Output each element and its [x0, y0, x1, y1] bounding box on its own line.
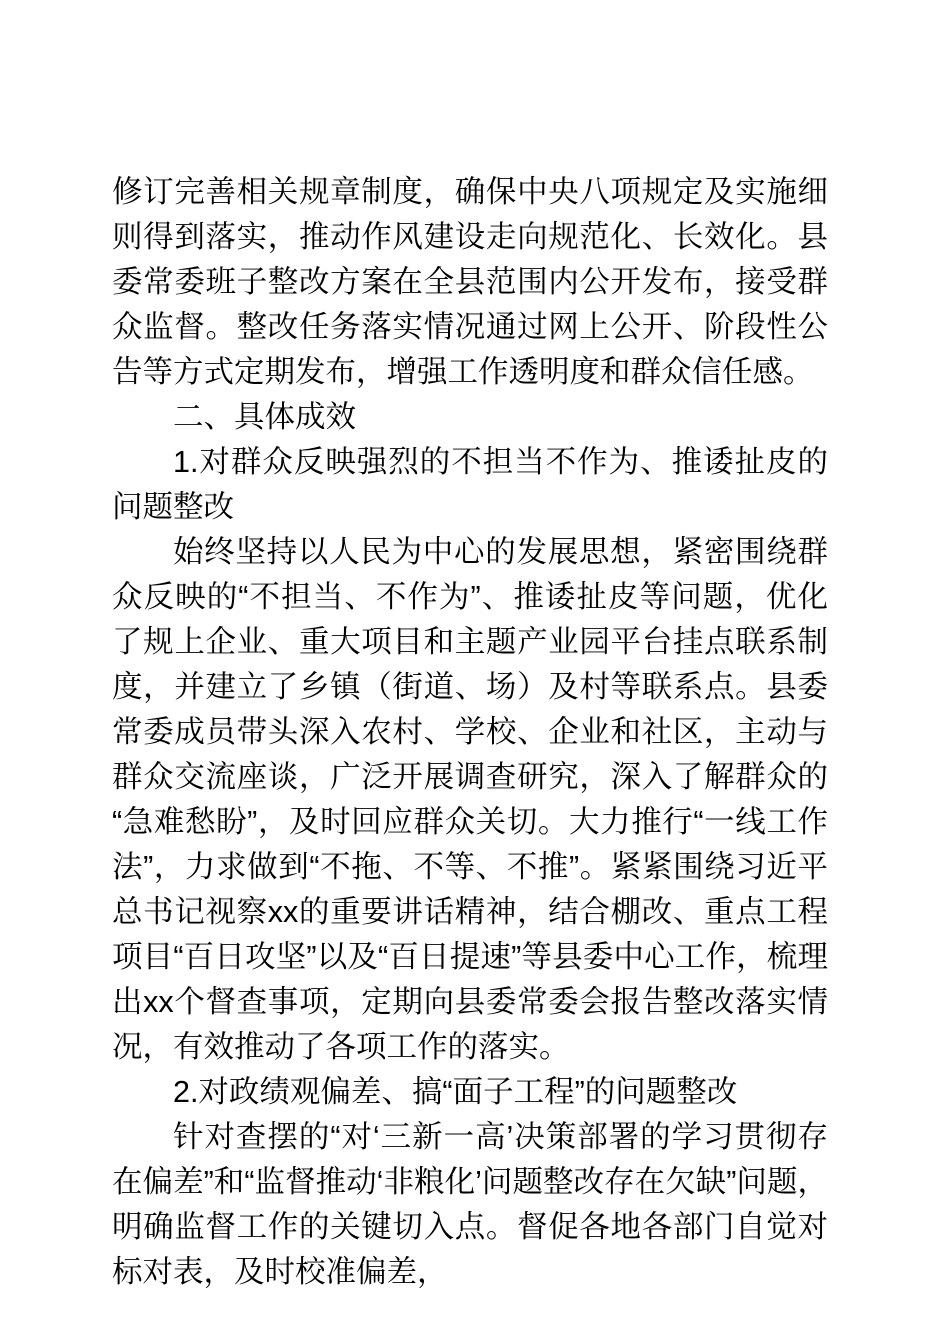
numbered-item-1-heading: 1.对群众反映强烈的不担当不作为、推诿扯皮的问题整改: [112, 445, 828, 524]
numbered-item-1-body: 始终坚持以人民为中心的发展思想，紧密围绕群众反映的“不担当、不作为”、推诿扯皮等问题，优化了规上企业、重大项目和主题产业园平台挂点联系制度，并建立了乡镇（街道、场）及村等联系点。县委常委成员带头深入农村、学校、企业和社区，主动与群众交流座谈，广泛开展调查研究，深入了解群众的“急难愁盼”，及时回应群众关切。大力推行“一线工作法”，力求做到“不拖、不等、不推”。紧紧围绕习近平总书记视察xx的重要讲话精神，结合棚改、重点工程项目“百日攻坚”以及“百日提速”等县委中心工作，梳理出xx个督查事项，定期向县委常委会报告整改落实情况，有效推动了各项工作的落实。: [112, 535, 828, 1064]
document-text-body: [112, 170, 828, 1295]
paragraph-continued-from-previous-page: 修订完善相关规章制度，确保中央八项规定及实施细则得到落实，推动作风建设走向规范化、长效化。县委常委班子整改方案在全县范围内公开发布，接受群众监督。整改任务落实情况通过网上公开、阶段性公告等方式定期发布，增强工作透明度和群众信任感。: [112, 175, 828, 389]
section-heading-specific-results: 二、具体成效: [173, 400, 356, 434]
numbered-item-2-body: 针对查摆的“对‘三新一高’决策部署的学习贯彻存在偏差”和“监督推动‘非粮化’问题整改存在欠缺”问题，明确监督工作的关键切入点。督促各地各部门自觉对标对表，及时校准偏差，: [112, 1120, 828, 1289]
numbered-item-2-heading: 2.对政绩观偏差、搞“面子工程”的问题整改: [173, 1075, 738, 1109]
